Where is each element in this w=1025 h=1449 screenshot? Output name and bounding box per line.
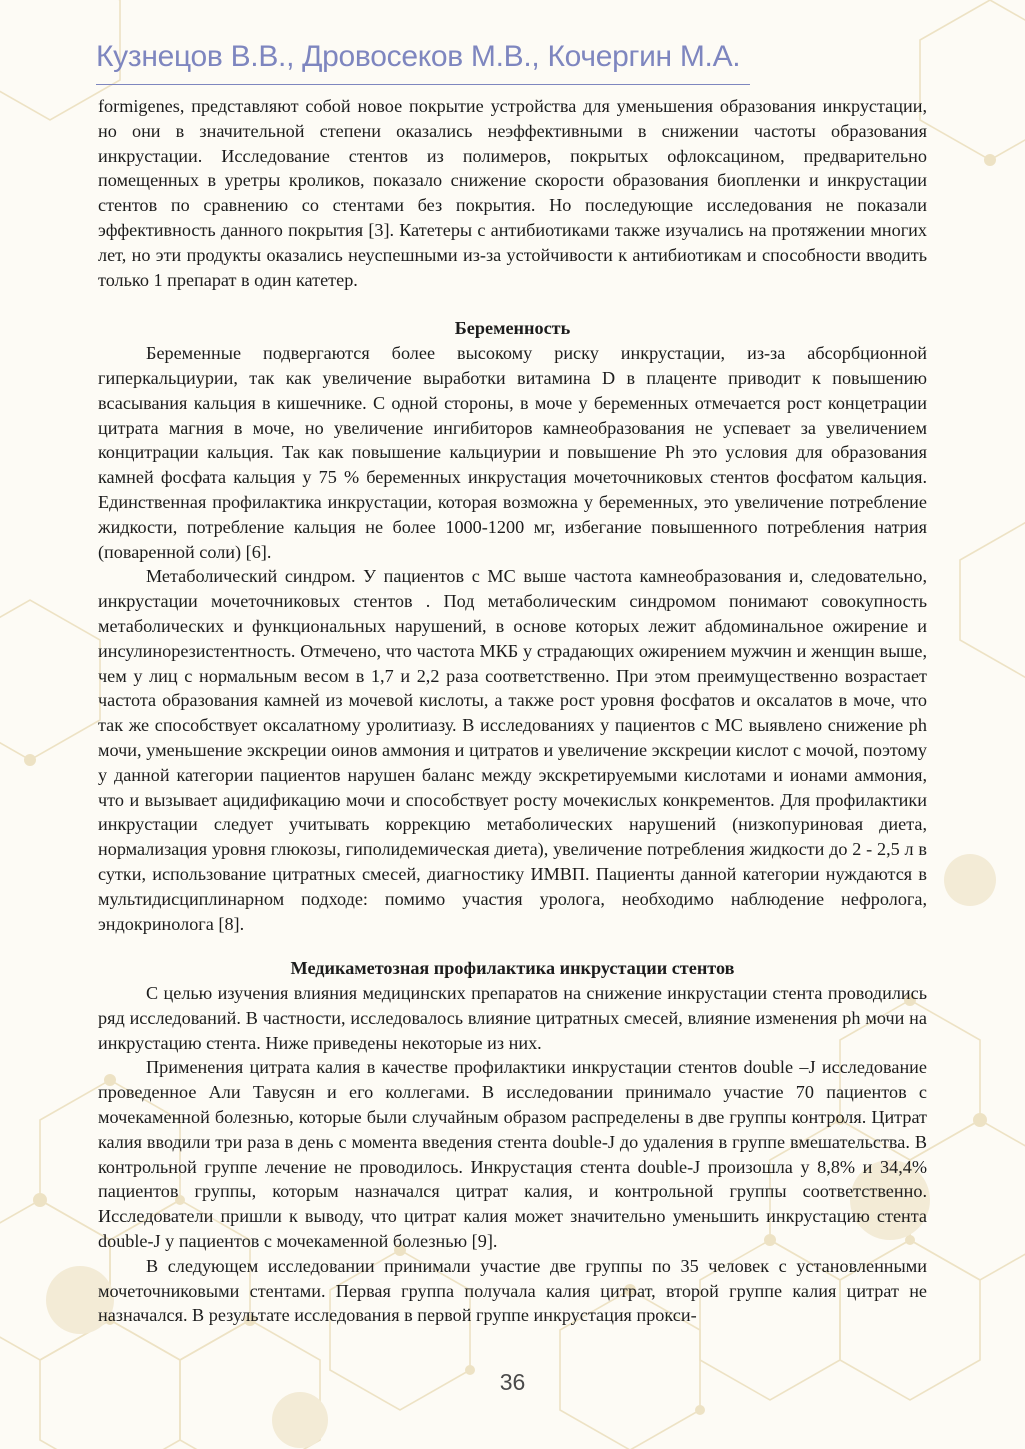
section-spacer: [98, 936, 927, 956]
section-heading-pregnancy: Беременность: [454, 318, 571, 339]
pregnancy-paragraph: Беременные подвергаются более высокому риску инкрустации, из-за абсорбционной гиперкальциурии, так как увеличение выработки витамина D в плаценте приводит к повышению всасывания кальция в кишечнике. С одной стороны, в моче у беременных отмечается рост концетрации цитрата магния в моче, но увеличение ингибиторов камнеобразования не успевает за увеличением концитрации кальция. Так как повышение кальциурии и повышение Ph это условия для образования камней фосфата кальция у 75 % беременных инкрустация мочеточниковых стентов фосфатом кальция. Единственная профилактика инкрустации, которая возможна у беременных, это увеличение потребление жидкости, потребление кальция не более 1000-1200 мг, избегание повышенного потребления натрия (поваренной соли) [6].: [98, 343, 927, 562]
section-spacer: [98, 292, 927, 316]
potassium-citrate-study-paragraph: Применения цитрата калия в качестве профилактики инкрустации стентов double –J исследование проведенное Али Тавусян и его коллегами. В исследовании принимало участие 70 пациентов с мочекаменной болезнью, которые были случайным образом распределены в две группы контроля. Цитрат калия вводили три раза в день с момента введения стента double-J до удаления в группе вмешательства. В контрольной группе лечение не проводилось. Инкрустация стента double-J произошла у 8,8% и 34,4% пациентов группы, которым назначался цитрат калия, и контрольной группы соответственно. Исследователи пришли к выводу, что цитрат калия может значительно уменьшить инкрустацию стента double-J у пациентов с мочекаменной болезнью [9].: [98, 1057, 927, 1252]
article-body: [98, 94, 927, 1328]
header-underline: [96, 84, 750, 85]
section-heading-medication: Медикаметозная профилактика инкрустации стентов: [290, 958, 735, 979]
running-header-authors: Кузнецов В.В., Дровосеков М.В., Кочергин М.А.: [96, 40, 741, 73]
metabolic-syndrome-paragraph: Метаболический синдром. У пациентов с МС выше частота камнеобразования и, следовательно, инкрустации мочеточниковых стентов . Под метаболическим синдромом понимают совокупность метаболических и функциональных нарушений, в основе которых лежит абдоминальное ожирение и инсулинорезистентность. Отмечено, что частота МКБ у страдающих ожирением мужчин и женщин выше, чем у лиц с нормальным весом в 1,7 и 2,2 раза соответственно. При этом преимущественно возрастает частота образования камней из мочевой кислоты, а также рост уровня фосфатов и оксалатов в моче, что так же способствует оксалатному уролитиазу. В исследованиях у пациентов с МС выявлено снижение ph мочи, уменьшение экскреции оинов аммония и цитратов и увеличение экскреции кислот с мочой, поэтому у данной категории пациентов нарушен баланс между экскретируемыми кислотами и ионами аммония, что и вызывает ацидификацию мочи и способствует росту мочекислых конкрементов. Для профилактики инкрустации следует учитывать коррекцию метаболических нарушений (низкопуриновая диета, нормализация уровня глюкозы, гиполидемическая диета), увеличение потребления жидкости до 2 - 2,5 л в сутки, использование цитратных смесей, диагностику ИМВП. Пациенты данной категории нуждаются в мультидисциплинарном подходе: помимо участия уролога, необходимо наблюдение нефролога, эндокринолога [8].: [98, 566, 927, 934]
page-number: 36: [499, 1369, 526, 1395]
medication-intro-paragraph: С целью изучения влияния медицинских препаратов на снижение инкрустации стента проводились ряд исследований. В частности, исследовалось влияние цитратных смесей, влияние изменения ph мочи на инкрустацию стента. Ниже приведены некоторые из них.: [98, 983, 927, 1053]
intro-paragraph: formigenes, представляют собой новое покрытие устройства для уменьшения образования инкрустации, но они в значительной степени оказались неэффективными в снижении частоты образования инкрустации. Исследование стентов из полимеров, покрытых офлоксацином, предварительно помещенных в уретры кроликов, показало снижение скорости образования биопленки и инкрустации стентов по сравнению со стентами без покрытия. Но последующие исследования не показали эффективность данного покрытия [3]. Катетеры с антибиотиками также изучались на протяжении многих лет, но эти продукты оказались неуспешными из-за устойчивости к антибиотикам и способности вводить только 1 препарат в один катетер.: [98, 96, 927, 290]
next-study-paragraph: В следующем исследовании принимали участие две группы по 35 человек с установленными мочеточниковыми стентами. Первая группа получала калия цитрат, второй группе калия цитрат не назначался. В результате исследования в первой группе инкрустация прокси-: [98, 1255, 927, 1326]
